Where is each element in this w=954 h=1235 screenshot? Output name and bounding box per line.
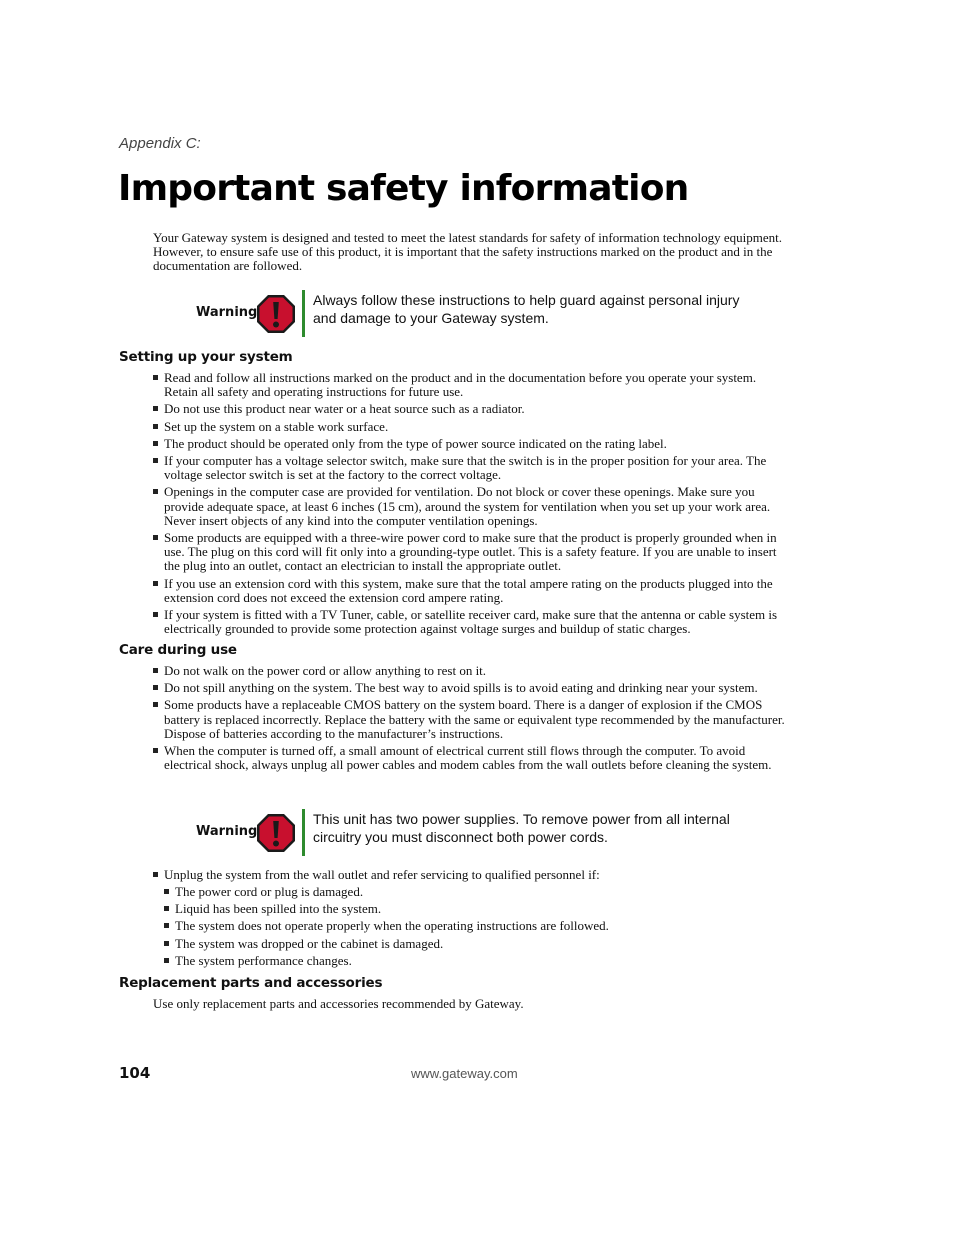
list-item: Read and follow all instructions marked on the product and in the documentation before you operate your system. Retain all safety and operating instructions for future use.	[153, 371, 793, 399]
care-list	[153, 664, 793, 775]
page-title: Important safety information	[118, 168, 689, 209]
warning-text: This unit has two power supplies. To remove power from all internal circuitry you must disconnect both power cords.	[313, 811, 730, 845]
warning-label: Warning	[196, 824, 258, 839]
list-item: Openings in the computer case are provided for ventilation. Do not block or cover these openings. Make sure you provide adequate space, at least 6 inches (15 cm), around the system for ventilation when you set up your work area. Never insert objects of any kind into the computer ventilation openings.	[153, 485, 793, 528]
list-item: Liquid has been spilled into the system.	[164, 902, 784, 916]
page-number: 104	[119, 1064, 151, 1082]
section-heading-replacement: Replacement parts and accessories	[119, 975, 383, 991]
section-heading-setup: Setting up your system	[119, 349, 293, 365]
list-item: Set up the system on a stable work surface.	[153, 420, 793, 434]
warning-box-1	[196, 290, 756, 338]
warning-divider	[302, 809, 305, 856]
list-item: The system does not operate properly when the operating instructions are followed.	[164, 919, 784, 933]
warning-label: Warning	[196, 305, 258, 320]
warning-octagon-icon	[256, 294, 296, 334]
footer-url: www.gateway.com	[411, 1066, 518, 1081]
list-item: The power cord or plug is damaged.	[164, 885, 784, 899]
list-item: Do not walk on the power cord or allow anything to rest on it.	[153, 664, 793, 678]
list-item: The product should be operated only from the type of power source indicated on the rating label.	[153, 437, 793, 451]
list-item: The system was dropped or the cabinet is damaged.	[164, 937, 784, 951]
section-heading-care: Care during use	[119, 642, 237, 658]
unplug-list	[153, 868, 793, 885]
list-item: If your system is fitted with a TV Tuner, cable, or satellite receiver card, make sure that the antenna or cable system is electrically grounded to provide some protection against voltage surges and buildup of static charges.	[153, 608, 793, 636]
list-item: Do not spill anything on the system. The best way to avoid spills is to avoid eating and drinking near your system.	[153, 681, 793, 695]
warning-text: Always follow these instructions to help guard against personal injury and damage to your Gateway system.	[313, 292, 740, 326]
replacement-paragraph: Use only replacement parts and accessories recommended by Gateway.	[153, 996, 524, 1011]
list-item: If your computer has a voltage selector switch, make sure that the switch is in the proper position for your area. The voltage selector switch is set at the factory to the correct voltage.	[153, 454, 793, 482]
warning-octagon-icon	[256, 813, 296, 853]
list-item: Do not use this product near water or a heat source such as a radiator.	[153, 402, 793, 416]
setup-list	[153, 371, 793, 639]
list-item: Unplug the system from the wall outlet and refer servicing to qualified personnel if:	[153, 868, 793, 882]
list-item: The system performance changes.	[164, 954, 784, 968]
list-item: When the computer is turned off, a small amount of electrical current still flows through the computer. To avoid electrical shock, always unplug all power cables and modem cables from the wall outlets before cleaning the system.	[153, 744, 793, 772]
intro-paragraph: Your Gateway system is designed and tested to meet the latest standards for safety of information technology equipment. However, to ensure safe use of this product, it is important that the safety instructions marked on the product and in the documentation are followed.	[153, 230, 783, 274]
list-item: Some products have a replaceable CMOS battery on the system board. There is a danger of explosion if the CMOS battery is replaced incorrectly. Replace the battery with the same or equivalent type recommended by the manufacturer. Dispose of batteries according to the manufacturer’s instructions.	[153, 698, 793, 741]
appendix-label: Appendix C:	[119, 135, 201, 152]
list-item: If you use an extension cord with this system, make sure that the total ampere rating on the products plugged into the extension cord does not exceed the extension cord ampere rating.	[153, 577, 793, 605]
list-item: Some products are equipped with a three-wire power cord to make sure that the product is properly grounded when in use. The plug on this cord will fit only into a grounding-type outlet. This is a safety feature. If you are unable to insert the plug into an outlet, contact an electrician to install the appropriate outlet.	[153, 531, 793, 574]
warning-box-2	[196, 809, 756, 857]
warning-divider	[302, 290, 305, 337]
unplug-sublist	[164, 885, 784, 971]
